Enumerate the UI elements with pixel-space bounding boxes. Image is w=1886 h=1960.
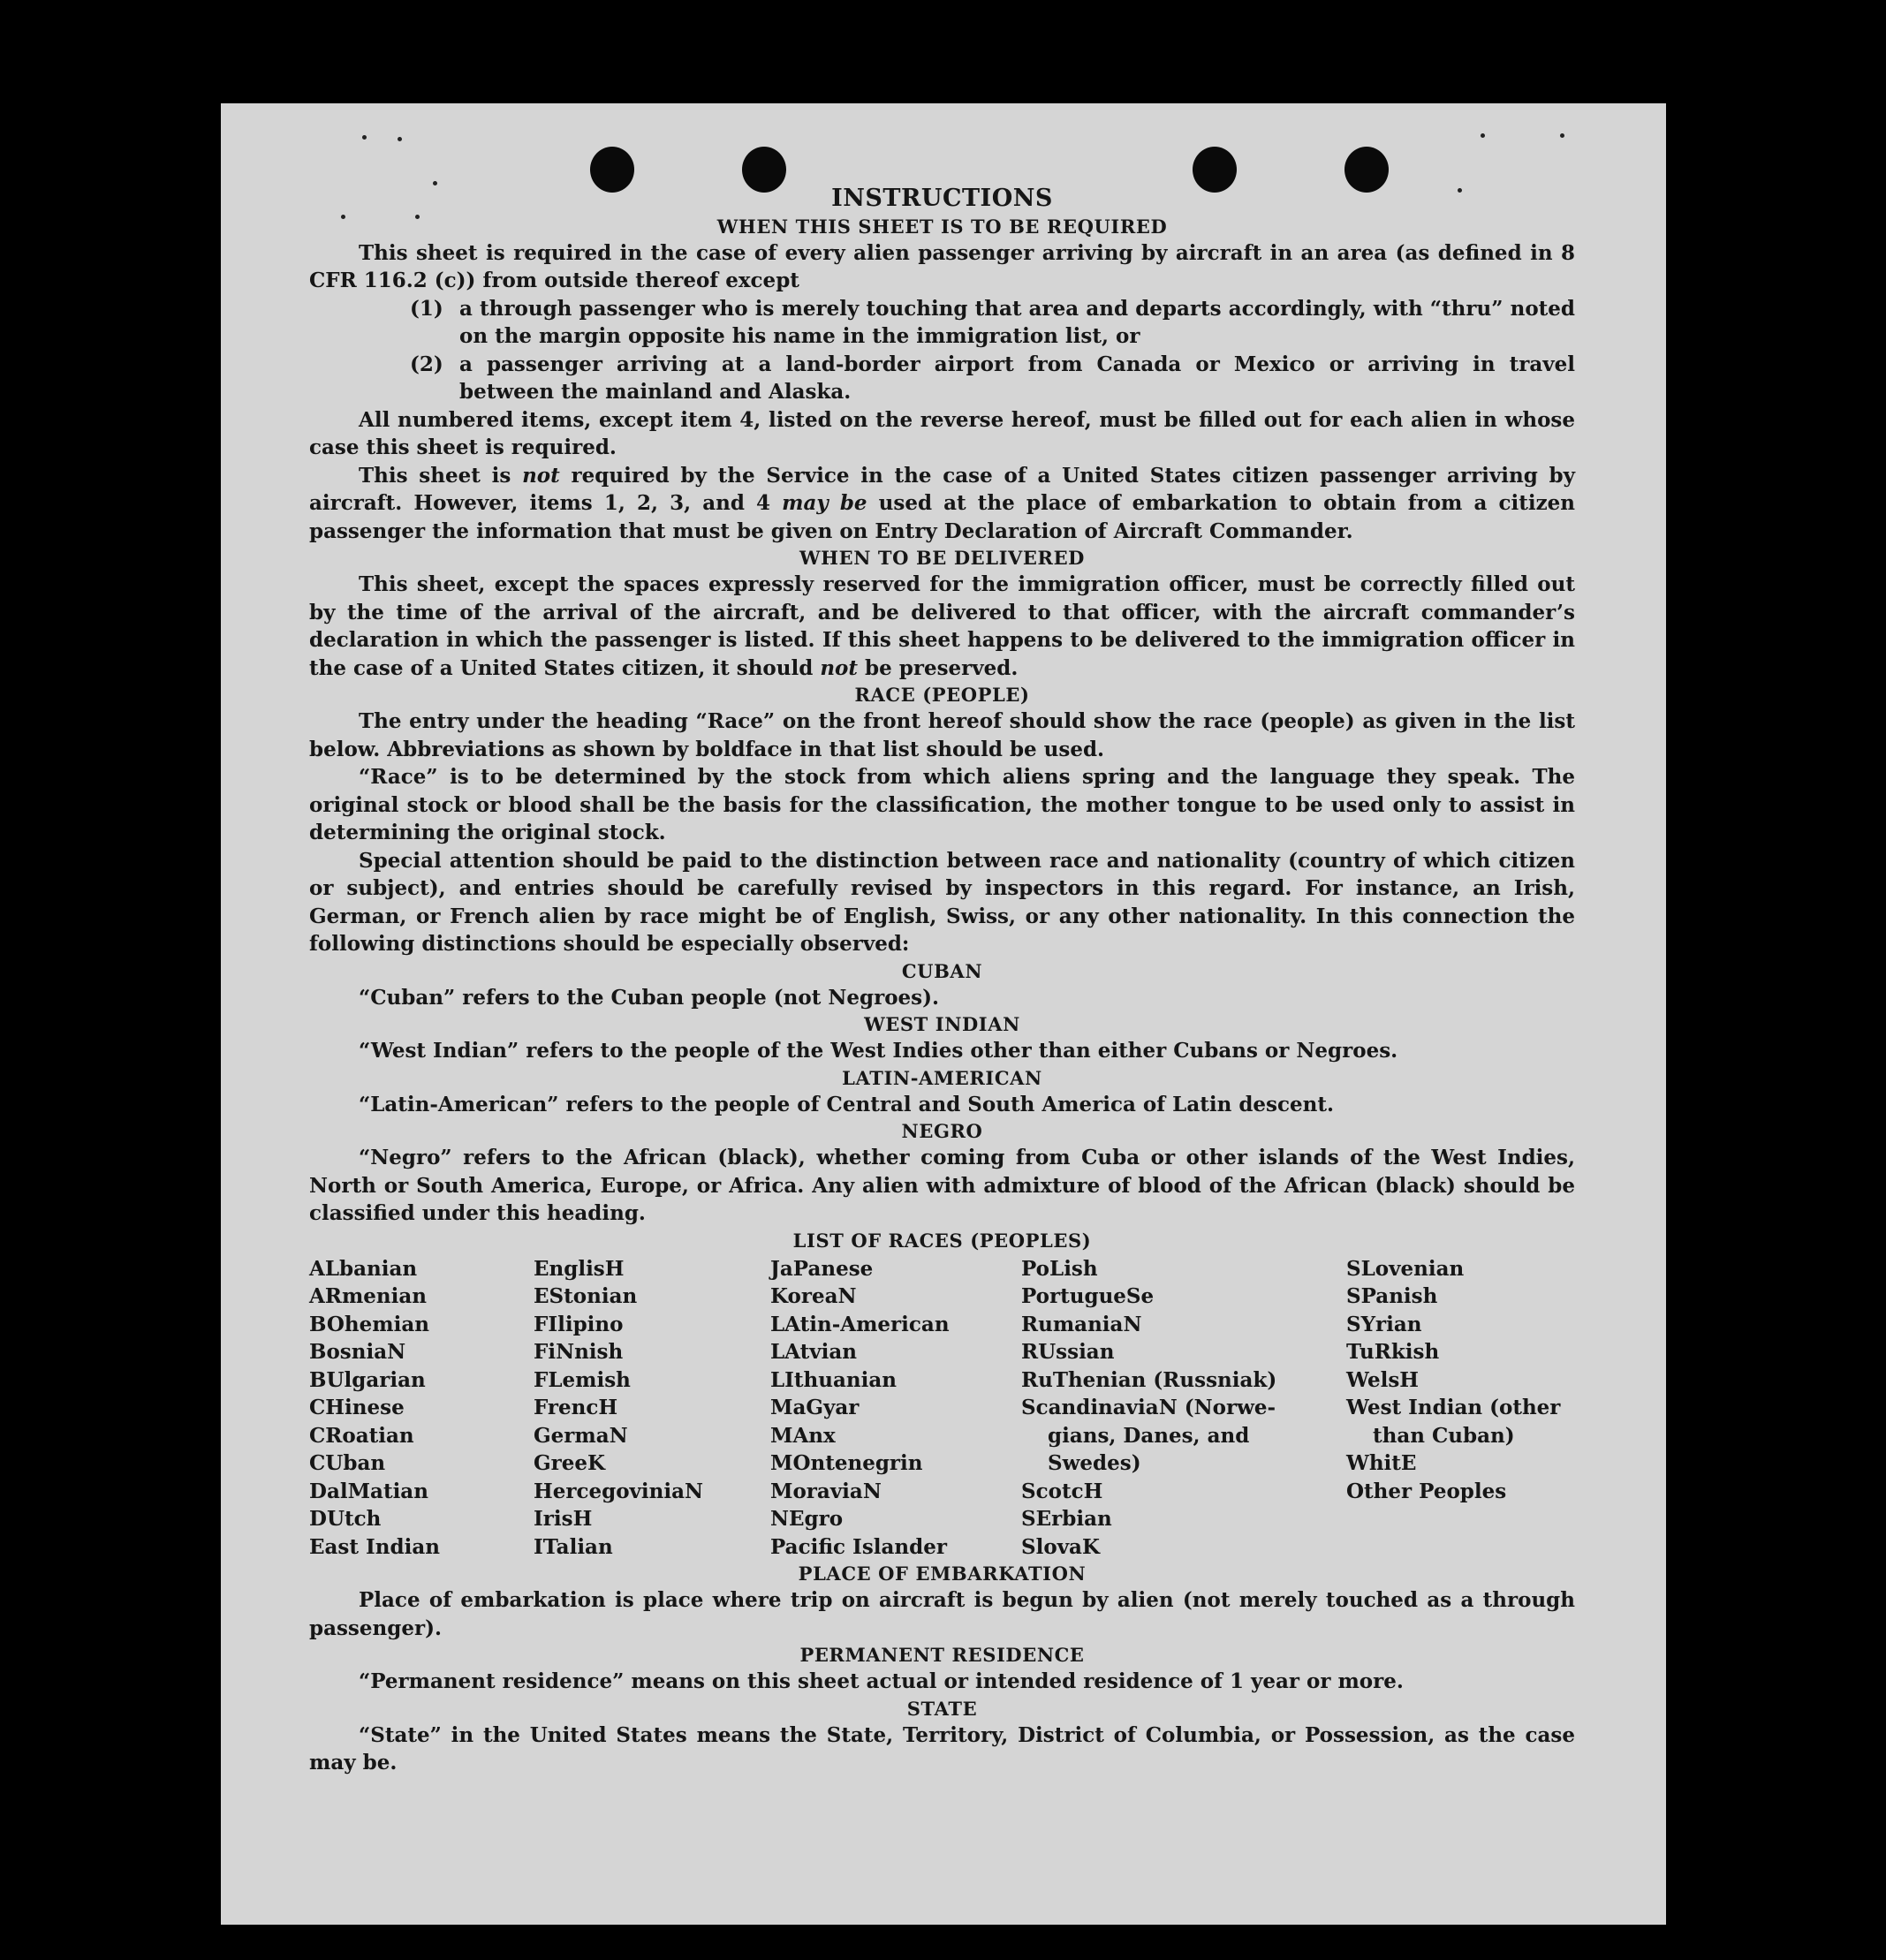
race-entry: than Cuban) bbox=[1373, 1423, 1515, 1448]
race-entry: FIlipino bbox=[534, 1312, 624, 1336]
race-entry: ARmenian bbox=[309, 1284, 428, 1308]
race-entry: GreeK bbox=[534, 1451, 606, 1475]
text-run: be preserved. bbox=[858, 655, 1019, 680]
paragraph bbox=[309, 571, 1575, 682]
race-entry: GermaN bbox=[534, 1423, 628, 1448]
race-entry: ALbanian bbox=[309, 1256, 418, 1281]
list-item bbox=[410, 295, 1575, 351]
race-entry: Swedes) bbox=[1048, 1451, 1141, 1475]
race-entry: RUssian bbox=[1021, 1340, 1115, 1364]
race-entry: Pacific Islander bbox=[770, 1534, 947, 1559]
heading-latin-american: LATIN-AMERICAN bbox=[842, 1066, 1042, 1089]
paragraph: This sheet is required in the case of every alien passenger arriving by aircraft in an area (as defined in 8 CFR 116.2 (c)) from outside thereof except bbox=[309, 240, 1575, 292]
paragraph: “Permanent residence” means on this sheet actual or intended residence of 1 year or more. bbox=[359, 1669, 1404, 1693]
text-run: This sheet, except the spaces expressly reserved for the immigration officer, must be correctly filled out by the time of the arrival of the aircraft, and be delivered to that officer, with the aircraft commander’s declaration in which the passenger is listed. If this sheet happens to be delivered to the immigration officer in the case of a United States citizen, it should bbox=[309, 572, 1575, 680]
race-entry: FiNnish bbox=[534, 1340, 624, 1364]
race-entry: Other Peoples bbox=[1346, 1479, 1507, 1503]
race-entry: CUban bbox=[309, 1451, 386, 1475]
speck bbox=[398, 137, 402, 141]
race-entry: JaPanese bbox=[770, 1256, 874, 1281]
race-entry: West Indian (other bbox=[1346, 1396, 1561, 1419]
heading-residence: PERMANENT RESIDENCE bbox=[799, 1644, 1085, 1666]
heading-negro: NEGRO bbox=[901, 1120, 983, 1142]
race-entry: MoraviaN bbox=[770, 1479, 882, 1503]
race-entry: WhitE bbox=[1346, 1451, 1417, 1475]
race-entry: HercegoviniaN bbox=[534, 1479, 704, 1503]
race-entry: PortugueSe bbox=[1021, 1284, 1155, 1308]
speck bbox=[362, 135, 367, 140]
race-entry: BosniaN bbox=[309, 1340, 406, 1364]
race-entry: SlovaK bbox=[1021, 1534, 1100, 1559]
item-number: (2) bbox=[410, 352, 443, 376]
race-entry: MaGyar bbox=[770, 1396, 860, 1419]
emphasis: not bbox=[522, 463, 560, 488]
race-entry: CRoatian bbox=[309, 1423, 414, 1448]
race-entry: SLovenian bbox=[1346, 1256, 1465, 1281]
race-entry: EnglisH bbox=[534, 1256, 625, 1281]
race-entry: EStonian bbox=[534, 1284, 638, 1308]
paragraph: “Negro” refers to the African (black), whether coming from Cuba or other islands of the West Indies, North or South America, Europe, or Africa. Any alien with admixture of blood of the African (black) should be classified under this heading. bbox=[309, 1146, 1575, 1225]
heading-cuban: CUBAN bbox=[901, 959, 983, 982]
heading-embarkation: PLACE OF EMBARKATION bbox=[798, 1563, 1087, 1585]
race-column bbox=[770, 1255, 1021, 1562]
race-entry: DUtch bbox=[309, 1507, 382, 1531]
race-entry: CHinese bbox=[309, 1396, 405, 1419]
speck bbox=[1560, 133, 1564, 138]
paragraph: “Cuban” refers to the Cuban people (not Negroes). bbox=[359, 985, 940, 1010]
race-entry: IrisH bbox=[534, 1507, 593, 1531]
emphasis: not bbox=[820, 655, 859, 680]
race-entry: BOhemian bbox=[309, 1312, 429, 1336]
paragraph: Place of embarkation is place where trip on aircraft is begun by alien (not merely touched as a through passenger). bbox=[309, 1588, 1575, 1640]
race-entry: SYrian bbox=[1346, 1312, 1422, 1336]
race-entry: PoLish bbox=[1021, 1256, 1098, 1281]
heading-list-of-races: LIST OF RACES (PEOPLES) bbox=[792, 1229, 1092, 1252]
text-run: used at the place of embarkation to obtain from a citizen passenger the information that must be given on Entry Declaration of Aircraft Commander. bbox=[309, 491, 1576, 543]
paragraph: “West Indian” refers to the people of the West Indies other than either Cubans or Negroes. bbox=[359, 1039, 1398, 1063]
race-entry: ScandinaviaN (Norwe- bbox=[1021, 1396, 1276, 1419]
race-entry: SPanish bbox=[1346, 1284, 1438, 1308]
race-entry: SErbian bbox=[1021, 1507, 1112, 1531]
race-column bbox=[309, 1255, 534, 1562]
race-entry: KoreaN bbox=[770, 1284, 857, 1308]
race-entry: DalMatian bbox=[309, 1479, 428, 1503]
text-run: This sheet is bbox=[359, 463, 523, 488]
paragraph: All numbered items, except item 4, listed on the reverse hereof, must be filled out for each alien in whose case this sheet is required. bbox=[309, 407, 1575, 459]
race-column bbox=[1021, 1255, 1346, 1562]
heading-state: STATE bbox=[906, 1697, 978, 1720]
race-entry: LAtin-American bbox=[770, 1312, 950, 1336]
paragraph bbox=[309, 462, 1575, 546]
race-entry: RuThenian (Russniak) bbox=[1021, 1367, 1277, 1392]
item-number: (1) bbox=[410, 296, 443, 321]
race-entry: LIthuanian bbox=[770, 1367, 897, 1392]
race-entry: ScotcH bbox=[1021, 1479, 1103, 1503]
race-entry: WelsH bbox=[1346, 1367, 1420, 1392]
heading-when-required: WHEN THIS SHEET IS TO BE REQUIRED bbox=[716, 215, 1168, 238]
race-column bbox=[1346, 1255, 1575, 1562]
race-entry: FLemish bbox=[534, 1367, 631, 1392]
instruction-sheet bbox=[221, 103, 1666, 1925]
paragraph: “Race” is to be determined by the stock from which aliens spring and the language they speak. The original stock or blood shall be the basis for the classification, the mother tongue to be used only to assist in determining the original stock. bbox=[309, 765, 1575, 844]
text-run: required by the Service in the case of a United States citizen passenger arriving by aircraft. However, items 1, 2, 3, and 4 bbox=[309, 463, 1575, 515]
race-entry: RumaniaN bbox=[1021, 1312, 1142, 1336]
race-entry: gians, Danes, and bbox=[1048, 1423, 1250, 1448]
page-title: INSTRUCTIONS bbox=[831, 185, 1053, 212]
race-entry: TuRkish bbox=[1346, 1340, 1440, 1364]
race-column bbox=[534, 1255, 770, 1562]
race-entry: FrencH bbox=[534, 1396, 618, 1419]
race-entry: East Indian bbox=[309, 1534, 440, 1559]
paragraph: “State” in the United States means the State, Territory, District of Columbia, or Possession, as the case may be. bbox=[309, 1722, 1575, 1775]
paragraph: “Latin-American” refers to the people of Central and South America of Latin descent. bbox=[359, 1092, 1334, 1116]
paragraph: The entry under the heading “Race” on the front hereof should show the race (people) as given in the list below. Abbreviations as shown by boldface in that list should be used. bbox=[309, 709, 1575, 761]
race-entry: NEgro bbox=[770, 1507, 844, 1531]
item-text: a passenger arriving at a land-border airport from Canada or Mexico or arriving in travel between the mainland and Alaska. bbox=[459, 352, 1575, 404]
heading-when-delivered: WHEN TO BE DELIVERED bbox=[799, 547, 1085, 569]
item-text: a through passenger who is merely touching that area and departs accordingly, with “thru” noted on the margin opposite his name in the immigration list, or bbox=[459, 296, 1575, 348]
race-entry: LAtvian bbox=[770, 1340, 857, 1364]
race-entry: MAnx bbox=[770, 1423, 836, 1448]
race-list bbox=[309, 1255, 1575, 1562]
heading-west-indian: WEST INDIAN bbox=[864, 1013, 1020, 1035]
paragraph: Special attention should be paid to the distinction between race and nationality (country of which citizen or subject), and entries should be carefully revised by inspectors in this regard. For instance, an Irish, German, or French alien by race might be of English, Swiss, or any other nationality. In this connection the following distinctions should be especially observed: bbox=[309, 848, 1575, 956]
race-entry: BUlgarian bbox=[309, 1367, 426, 1392]
heading-race: RACE (PEOPLE) bbox=[854, 684, 1030, 706]
emphasis: may be bbox=[782, 491, 867, 515]
race-entry: ITalian bbox=[534, 1534, 613, 1559]
list-item bbox=[410, 351, 1575, 406]
instructions-body bbox=[309, 185, 1575, 1777]
speck bbox=[1481, 133, 1485, 138]
race-entry: MOntenegrin bbox=[770, 1451, 923, 1475]
